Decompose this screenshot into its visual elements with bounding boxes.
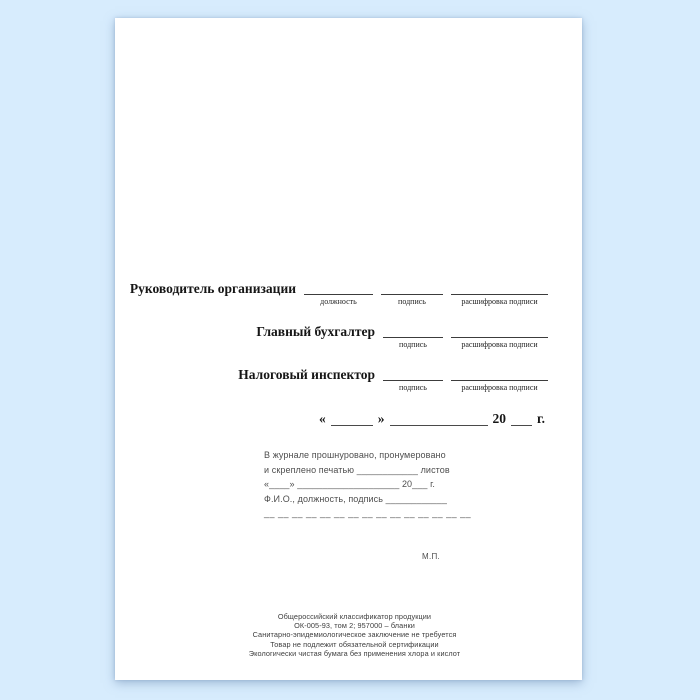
signature-field-label: подпись xyxy=(398,297,426,306)
close-quote: » xyxy=(377,411,385,426)
open-quote: « xyxy=(319,411,326,426)
footer-line: ОК-005-93, том 2; 957000 – бланки xyxy=(294,621,415,631)
signature-title: Налоговый инспектор xyxy=(238,367,375,382)
binding-note-line: Ф.И.О., должность, подпись ____________ xyxy=(264,493,447,504)
footer-line: Экологически чистая бумага без применения хлора и кислот xyxy=(248,648,461,658)
signature-field-name xyxy=(451,282,548,306)
signature-field-label: расшифровка подписи xyxy=(461,383,538,392)
signature-blank-line xyxy=(383,368,443,381)
signature-blank-line xyxy=(451,282,548,295)
signature-field-label: расшифровка подписи xyxy=(461,340,538,349)
signature-blank-line xyxy=(381,282,443,295)
signature-blank-line xyxy=(304,282,373,295)
footer-certification xyxy=(121,612,588,658)
binding-note-dashed-line: __ __ __ __ __ __ __ __ __ __ __ __ __ __ __ xyxy=(264,508,472,518)
signature-title: Руководитель организации xyxy=(129,281,296,296)
signature-field-label: подпись xyxy=(399,340,427,349)
signature-title: Главный бухгалтер xyxy=(256,324,375,339)
signature-blank-line xyxy=(451,325,548,338)
signature-blank-line xyxy=(451,368,548,381)
signature-row-chief-accountant xyxy=(256,325,548,349)
signature-field-label: расшифровка подписи xyxy=(461,297,538,306)
signature-field-label: подпись xyxy=(399,383,427,392)
signature-field-name xyxy=(451,325,548,349)
binding-note xyxy=(264,448,472,521)
binding-note-line: В журнале прошнуровано, пронумеровано xyxy=(264,450,446,460)
signature-row-head-of-organization xyxy=(130,282,548,306)
footer-line: Товар не подлежит обязательной сертификации xyxy=(270,639,439,649)
footer-line: Санитарно-эпидемиологическое заключение не требуется xyxy=(252,630,457,640)
date-century: 20 xyxy=(492,411,506,426)
date-year-suffix: г. xyxy=(537,411,545,426)
date-year-blank xyxy=(511,413,532,426)
date-line xyxy=(319,412,545,426)
binding-note-line: и скреплено печатью ____________ листов xyxy=(264,464,450,475)
signature-blank-line xyxy=(383,325,443,338)
document-page xyxy=(115,18,582,680)
date-month-blank xyxy=(390,413,488,426)
seal-placeholder: М.П. xyxy=(422,552,441,561)
signature-field-name xyxy=(451,368,548,392)
signature-field-position xyxy=(304,282,373,306)
date-day-blank xyxy=(331,413,373,426)
signature-field-signature xyxy=(381,282,443,306)
signature-field-signature xyxy=(383,368,443,392)
signature-row-tax-inspector xyxy=(238,368,548,392)
binding-note-line: «____» ____________________ 20___ г. xyxy=(264,479,435,489)
footer-line: Общероссийский классификатор продукции xyxy=(277,612,432,621)
signature-field-label: должность xyxy=(320,297,357,306)
signature-field-signature xyxy=(383,325,443,349)
